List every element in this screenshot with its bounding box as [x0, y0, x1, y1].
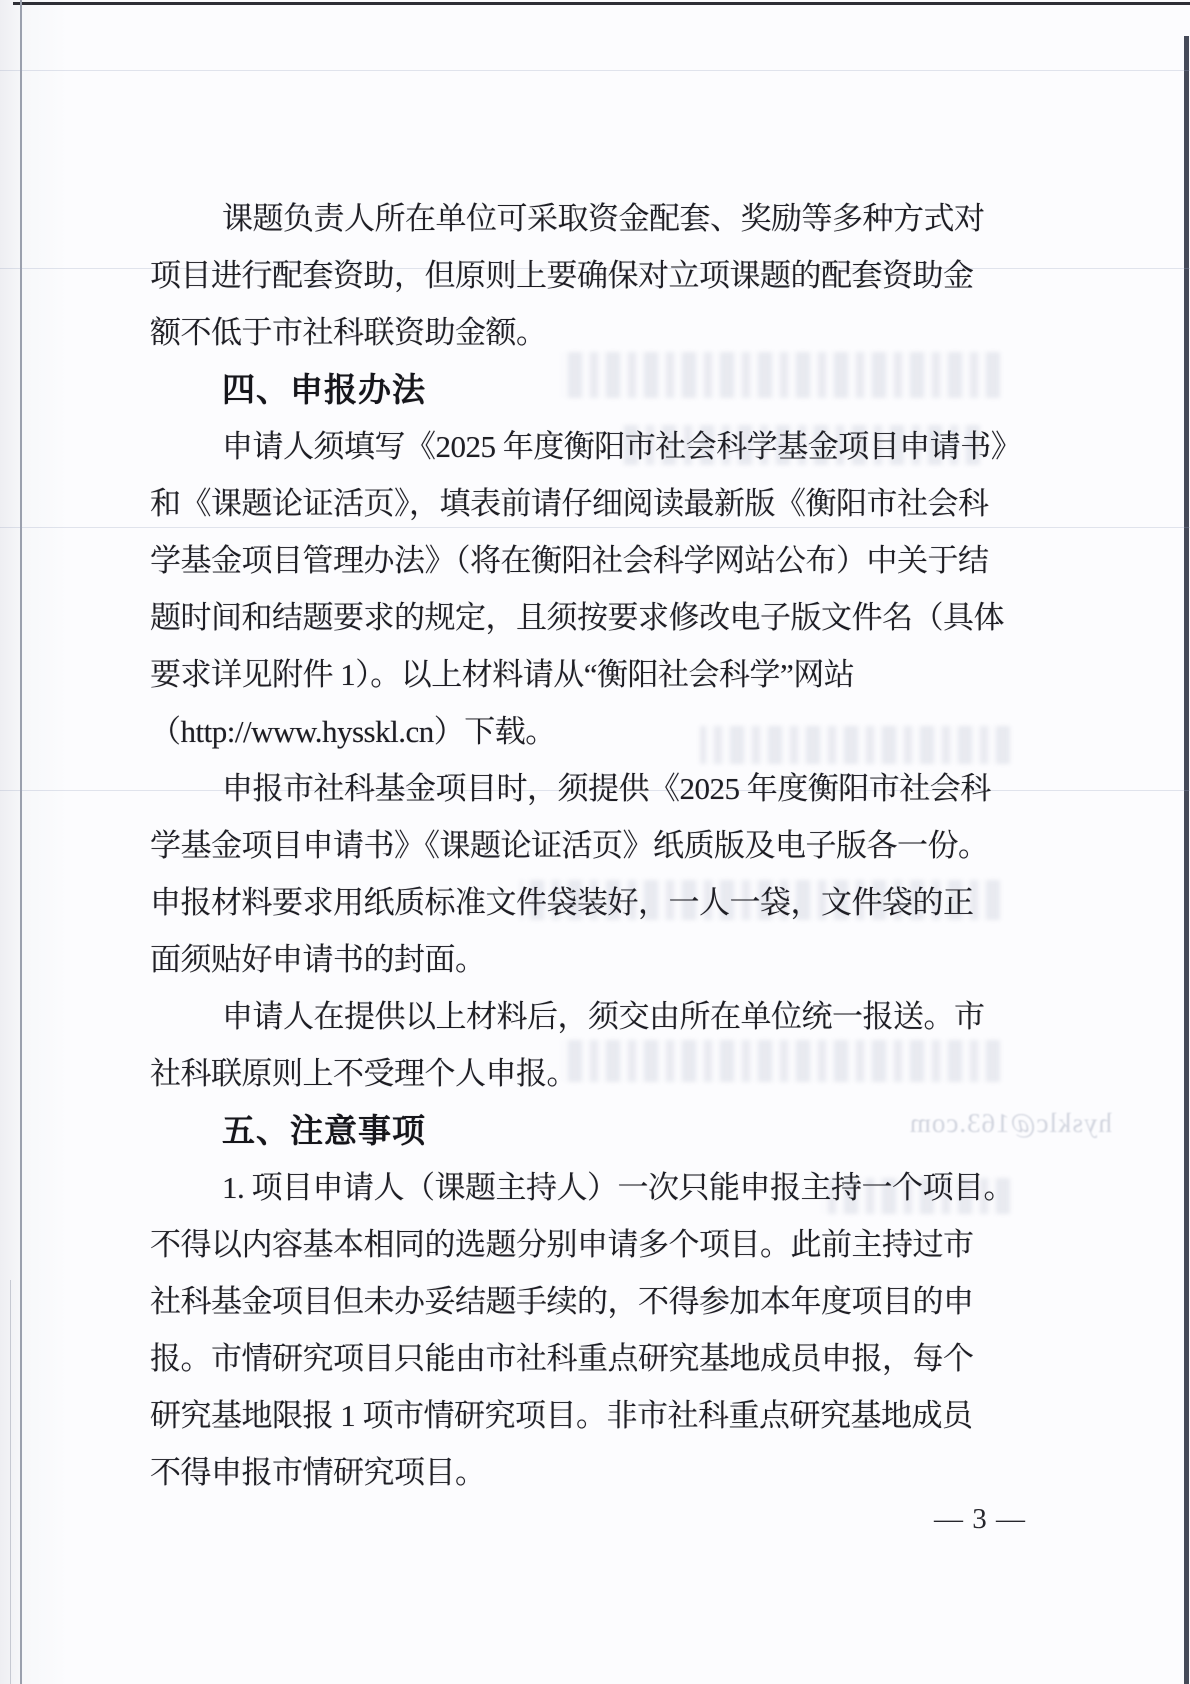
text-line: 要求详见附件 1）。以上材料请从“衡阳社会科学”网站 [150, 657, 855, 692]
scan-left-fold-line [20, 0, 22, 1684]
text-line: 社科联原则上不受理个人申报。 [150, 1056, 577, 1091]
text-line: 学基金项目管理办法》（将在衡阳社会科学网站公布）中关于结 [150, 543, 989, 578]
text-line: 申报市社科基金项目时，须提供《2025 年度衡阳市社会科 [222, 771, 991, 806]
text-line: 课题负责人所在单位可采取资金配套、奖励等多种方式对 [222, 201, 985, 236]
text-line: 学基金项目申请书》《课题论证活页》纸质版及电子版各一份。 [150, 828, 989, 863]
bleed-through-email-text: hysklc@163.com [908, 1108, 1112, 1138]
scanner-artifact-line [0, 527, 1190, 528]
text-line: 申请人须填写《2025 年度衡阳市社会科学基金项目申请书》 [222, 429, 1022, 464]
text-line: 和《课题论证活页》，填表前请仔细阅读最新版《衡阳市社会科 [150, 486, 989, 521]
text-line: 研究基地限报 1 项市情研究项目。非市社科重点研究基地成员 [150, 1398, 973, 1433]
scan-edge-right [1184, 36, 1189, 1684]
text-line: 不得申报市情研究项目。 [150, 1455, 486, 1490]
scanner-artifact-line [0, 70, 1190, 71]
text-line: 面须贴好申请书的封面。 [150, 942, 486, 977]
scan-edge-top [13, 2, 1190, 5]
text-line: 申报材料要求用纸质标准文件袋装好，一人一袋，文件袋的正 [150, 885, 974, 920]
scan-left-fold-line-lower [10, 1280, 11, 1684]
text-line: 项目进行配套资助，但原则上要确保对立项课题的配套资助金 [150, 258, 974, 293]
section-heading-notes: 五、注意事项 [222, 1112, 426, 1149]
text-line: 报。市情研究项目只能由市社科重点研究基地成员申报，每个 [150, 1341, 974, 1376]
text-line-website-url: （http://www.hysskl.cn）下载。 [150, 714, 556, 749]
section-heading-application-method: 四、申报办法 [222, 371, 426, 408]
text-line: 社科基金项目但未办妥结题手续的，不得参加本年度项目的申 [150, 1284, 974, 1319]
text-line: 1. 项目申请人（课题主持人）一次只能申报主持一个项目。 [222, 1170, 1014, 1205]
text-line: 额不低于市社科联资助金额。 [150, 315, 547, 350]
text-line: 不得以内容基本相同的选题分别申请多个项目。此前主持过市 [150, 1227, 974, 1262]
page-number: — 3 — [934, 1503, 1026, 1535]
text-line: 题时间和结题要求的规定，且须按要求修改电子版文件名（具体 [150, 600, 1004, 635]
text-line: 申请人在提供以上材料后，须交由所在单位统一报送。市 [222, 999, 985, 1034]
